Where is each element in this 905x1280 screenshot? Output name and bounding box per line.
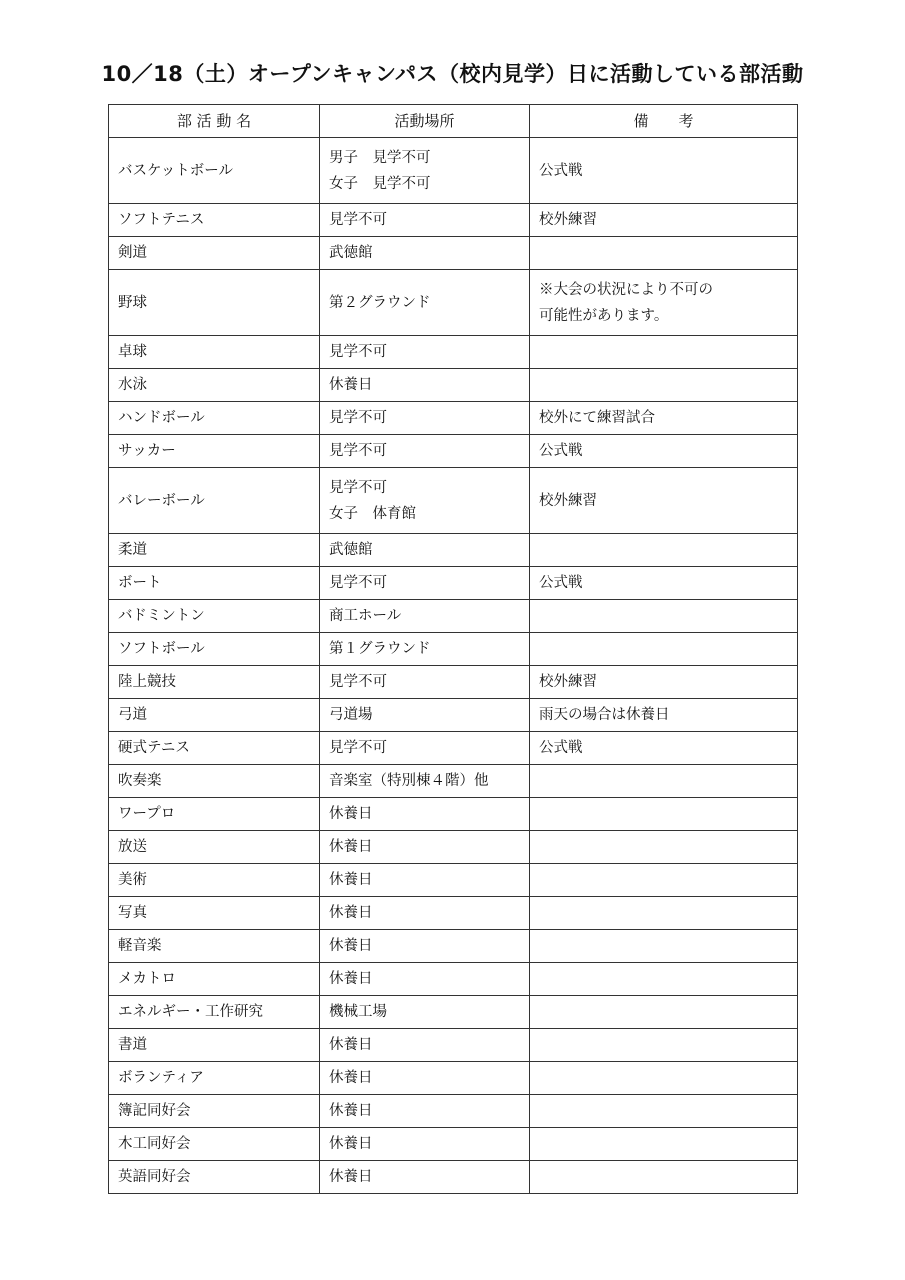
remarks-line: 校外練習 <box>539 674 597 690</box>
cell-remarks <box>530 138 798 204</box>
cell-club-name: ソフトテニス <box>109 204 320 237</box>
header-club-name: 部 活 動 名 <box>109 105 320 138</box>
table-row <box>109 1095 798 1128</box>
header-activity-place: 活動場所 <box>320 105 530 138</box>
remarks-line: 公式戦 <box>539 740 583 756</box>
table-row <box>109 1128 798 1161</box>
cell-remarks <box>530 699 798 732</box>
table-row <box>109 534 798 567</box>
cell-remarks <box>530 930 798 963</box>
place-line: 見学不可 <box>329 740 387 756</box>
table-row <box>109 831 798 864</box>
page-title: 10／18（土）オープンキャンパス（校内見学）日に活動している部活動 <box>101 62 804 86</box>
cell-remarks <box>530 270 798 336</box>
cell-activity-place <box>320 138 530 204</box>
table-row <box>109 897 798 930</box>
cell-remarks <box>530 567 798 600</box>
place-line: 商工ホール <box>329 608 402 624</box>
cell-club-name: 柔道 <box>109 534 320 567</box>
cell-activity-place <box>320 864 530 897</box>
cell-club-name: ボランティア <box>109 1062 320 1095</box>
cell-activity-place <box>320 1095 530 1128</box>
table-row <box>109 1161 798 1194</box>
cell-remarks <box>530 798 798 831</box>
table-row <box>109 732 798 765</box>
cell-remarks <box>530 831 798 864</box>
cell-remarks <box>530 336 798 369</box>
cell-activity-place <box>320 765 530 798</box>
cell-activity-place <box>320 963 530 996</box>
place-line: 第１グラウンド <box>329 641 431 657</box>
cell-club-name: バドミントン <box>109 600 320 633</box>
cell-activity-place <box>320 600 530 633</box>
place-line: 弓道場 <box>329 707 373 723</box>
place-line: 休養日 <box>329 938 373 954</box>
cell-club-name: 吹奏楽 <box>109 765 320 798</box>
cell-remarks <box>530 996 798 1029</box>
place-line: 休養日 <box>329 806 373 822</box>
place-line: 男子 見学不可 <box>329 149 431 166</box>
cell-activity-place <box>320 336 530 369</box>
place-line: 休養日 <box>329 905 373 921</box>
cell-club-name: 弓道 <box>109 699 320 732</box>
table-row <box>109 798 798 831</box>
cell-activity-place <box>320 831 530 864</box>
table-row <box>109 336 798 369</box>
cell-activity-place <box>320 699 530 732</box>
cell-remarks <box>530 1095 798 1128</box>
remarks-line: ※大会の状況により不可の <box>539 281 713 298</box>
cell-club-name: 英語同好会 <box>109 1161 320 1194</box>
table-row <box>109 1062 798 1095</box>
place-line: 音楽室（特別棟４階）他 <box>329 773 489 789</box>
cell-club-name: エネルギー・工作研究 <box>109 996 320 1029</box>
cell-remarks <box>530 864 798 897</box>
table-row <box>109 765 798 798</box>
cell-club-name: ワープロ <box>109 798 320 831</box>
cell-remarks <box>530 468 798 534</box>
remarks-line: 校外練習 <box>539 492 597 509</box>
place-line: 休養日 <box>329 1103 373 1119</box>
table-row <box>109 600 798 633</box>
cell-activity-place <box>320 1062 530 1095</box>
table-row <box>109 930 798 963</box>
place-line: 武徳館 <box>329 542 373 558</box>
cell-activity-place <box>320 402 530 435</box>
table-row <box>109 204 798 237</box>
cell-activity-place <box>320 1161 530 1194</box>
cell-club-name: 野球 <box>109 270 320 336</box>
table-row <box>109 567 798 600</box>
place-line: 女子 体育館 <box>329 505 416 522</box>
cell-club-name: 写真 <box>109 897 320 930</box>
cell-remarks <box>530 963 798 996</box>
table-row <box>109 963 798 996</box>
cell-remarks <box>530 732 798 765</box>
table-row <box>109 468 798 534</box>
cell-club-name: バレーボール <box>109 468 320 534</box>
cell-activity-place <box>320 798 530 831</box>
place-line: 第２グラウンド <box>329 294 431 311</box>
place-line: 休養日 <box>329 1037 373 1053</box>
cell-club-name: サッカー <box>109 435 320 468</box>
place-line: 休養日 <box>329 839 373 855</box>
cell-activity-place <box>320 567 530 600</box>
club-activity-table <box>108 104 798 1194</box>
cell-club-name: 木工同好会 <box>109 1128 320 1161</box>
cell-club-name: メカトロ <box>109 963 320 996</box>
cell-activity-place <box>320 237 530 270</box>
cell-club-name: 剣道 <box>109 237 320 270</box>
table-row <box>109 138 798 204</box>
cell-remarks <box>530 666 798 699</box>
cell-remarks <box>530 1128 798 1161</box>
cell-club-name: バスケットボール <box>109 138 320 204</box>
cell-activity-place <box>320 732 530 765</box>
remarks-line: 公式戦 <box>539 575 583 591</box>
table-row <box>109 699 798 732</box>
cell-activity-place <box>320 270 530 336</box>
cell-club-name: ハンドボール <box>109 402 320 435</box>
remarks-line: 校外練習 <box>539 212 597 228</box>
cell-remarks <box>530 600 798 633</box>
cell-activity-place <box>320 1128 530 1161</box>
header-remarks: 備 考 <box>530 105 798 138</box>
cell-activity-place <box>320 369 530 402</box>
table-row <box>109 666 798 699</box>
table-row <box>109 633 798 666</box>
table-row <box>109 402 798 435</box>
table-row <box>109 864 798 897</box>
place-line: 見学不可 <box>329 674 387 690</box>
remarks-line: 校外にて練習試合 <box>539 410 655 426</box>
cell-activity-place <box>320 996 530 1029</box>
table-row <box>109 996 798 1029</box>
cell-club-name: 放送 <box>109 831 320 864</box>
cell-club-name: 陸上競技 <box>109 666 320 699</box>
cell-activity-place <box>320 468 530 534</box>
table-row <box>109 270 798 336</box>
place-line: 機械工場 <box>329 1004 387 1020</box>
cell-remarks <box>530 1161 798 1194</box>
cell-remarks <box>530 237 798 270</box>
cell-activity-place <box>320 897 530 930</box>
place-line: 見学不可 <box>329 410 387 426</box>
remarks-line: 可能性があります。 <box>539 307 669 324</box>
cell-club-name: ソフトボール <box>109 633 320 666</box>
place-line: 休養日 <box>329 377 373 393</box>
table-row <box>109 369 798 402</box>
place-line: 女子 見学不可 <box>329 175 431 192</box>
table-body <box>109 138 798 1194</box>
cell-club-name: 水泳 <box>109 369 320 402</box>
cell-remarks <box>530 1029 798 1062</box>
cell-activity-place <box>320 204 530 237</box>
cell-activity-place <box>320 1029 530 1062</box>
place-line: 休養日 <box>329 971 373 987</box>
place-line: 見学不可 <box>329 575 387 591</box>
cell-remarks <box>530 435 798 468</box>
place-line: 休養日 <box>329 1070 373 1086</box>
cell-remarks <box>530 534 798 567</box>
cell-remarks <box>530 633 798 666</box>
cell-activity-place <box>320 633 530 666</box>
remarks-line: 雨天の場合は休養日 <box>539 707 670 723</box>
remarks-line: 公式戦 <box>539 162 583 179</box>
cell-club-name: 簿記同好会 <box>109 1095 320 1128</box>
cell-activity-place <box>320 666 530 699</box>
place-line: 休養日 <box>329 872 373 888</box>
place-line: 休養日 <box>329 1136 373 1152</box>
remarks-line: 公式戦 <box>539 443 583 459</box>
cell-club-name: 卓球 <box>109 336 320 369</box>
table-row <box>109 237 798 270</box>
place-line: 休養日 <box>329 1169 373 1185</box>
table-row <box>109 1029 798 1062</box>
table-header-row <box>109 105 798 138</box>
cell-club-name: ボート <box>109 567 320 600</box>
cell-remarks <box>530 402 798 435</box>
cell-remarks <box>530 765 798 798</box>
place-line: 見学不可 <box>329 212 387 228</box>
table-row <box>109 435 798 468</box>
cell-club-name: 硬式テニス <box>109 732 320 765</box>
cell-remarks <box>530 369 798 402</box>
cell-club-name: 軽音楽 <box>109 930 320 963</box>
cell-remarks <box>530 1062 798 1095</box>
cell-remarks <box>530 897 798 930</box>
cell-club-name: 書道 <box>109 1029 320 1062</box>
cell-activity-place <box>320 435 530 468</box>
place-line: 見学不可 <box>329 479 387 496</box>
cell-activity-place <box>320 930 530 963</box>
cell-remarks <box>530 204 798 237</box>
place-line: 見学不可 <box>329 443 387 459</box>
cell-club-name: 美術 <box>109 864 320 897</box>
place-line: 見学不可 <box>329 344 387 360</box>
place-line: 武徳館 <box>329 245 373 261</box>
cell-activity-place <box>320 534 530 567</box>
